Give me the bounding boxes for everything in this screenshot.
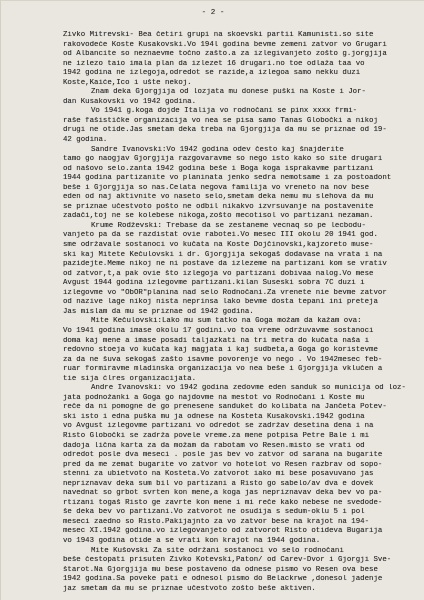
text-line: Krume Rodževski: Trebase da se zestaneme vecnaq so pe lecbodu-	[91, 221, 366, 230]
text-line: navednat so grbot svrten kon mene,a koga jas nepriznavav deka bev vo pa-	[63, 489, 383, 498]
paragraph	[63, 384, 415, 546]
text-line: vanjeto pa da se razdistat ovie rabotei.Vo mesec III okolu 20 1941 god.	[63, 231, 378, 240]
paragraph	[63, 31, 415, 88]
text-line: Jas mislam da mu se priznae od 1942 godina.	[63, 307, 254, 316]
text-line: Vo 1941 godina imase okolu 17 godini.vo toa vreme održuvavme sostanoci	[63, 326, 374, 335]
text-line: Znam deka Gjorgjija od lozjata mu donese puški na Koste i Jor-	[91, 88, 366, 97]
text-line: vo Avgust izlegovme partizani vo odredot se zadržav desetina dena i na	[63, 422, 374, 431]
text-line: jaz smetam da mu se priznae učestvoto zošto beše aktiven.	[63, 584, 316, 593]
paragraph	[63, 317, 415, 384]
text-line: ruar formiravme mladinska organizacija vo nea beše i Gjorgjija vklučen a	[63, 365, 383, 374]
paragraph	[63, 547, 415, 595]
text-line: ne izlezo taio imala plan da izlezet 16 drugari.no toe odlaža taa vo	[63, 59, 365, 68]
text-line: Vo 1941 g.koga dojde Italija vo rodnočani se pinx xxxx frmi-	[91, 107, 358, 116]
text-line: Živko Mitrevski- Bea četiri grupi na skoevski partii Kamunisti.so site	[63, 31, 374, 39]
text-line: ski isto i edna puška mu ja odnese na Kosteta Kusakovski.1942 godina	[63, 412, 365, 421]
text-line: rtizani togaš Risto ge zavrte kon mene i mi reče kako nebese ne svedode-	[63, 498, 383, 507]
text-line: pazidejte.Meme nikoj ne ni postave da izlezeme na partizani kom se vrativ	[63, 260, 387, 269]
paragraph	[63, 88, 415, 107]
text-line: doma kaj mene a imase posadi taljazkati na tri metra do kučata naša i	[63, 336, 370, 345]
text-line: ski kaj Mitete Kečulovski i dr. Gjorgjija sekogaš dodavase na vrata i na	[63, 250, 383, 259]
text-line: jata podnožanki a Goga go najdovme na mestot vo Rodnočani i Koste mu	[63, 393, 365, 402]
text-line: se priznae učestvoto pošto ne odbil nikakvo izvrsuvanje na postavenite	[63, 202, 374, 211]
text-line: vo 1943 godina otide a se vrati kon krajot na 1944 godina.	[63, 536, 321, 545]
text-line: od nazive lage nikoj nista neprinsa lako bevme dosta tepani ini preteja	[63, 298, 378, 307]
text-line: sme održavale sostanoci vo kučata na Koste Dojčinovski,kajzoreto muse-	[63, 241, 374, 250]
text-line: 1942 godina ne izlegoja,odredot se razide,a izlegoa samo nekku duzi	[63, 69, 361, 78]
text-line: 1942 godina.Sa poveke pati e odnesol pismo do Belackrwe ,donesol jadenje	[63, 575, 383, 584]
paragraph	[63, 107, 415, 145]
text-line: meseci zaedno so Risto.Pakijajnto za vo zatvor bese na krajot na 194-	[63, 517, 370, 526]
text-line: štarot.Na Gjorgjija mu bese postaveno da odnese pismo vo Resen ova bese	[63, 565, 378, 574]
text-line: Koste,Kaiće,Ico i ušte nekoj.	[63, 78, 192, 87]
paragraph	[63, 222, 415, 317]
text-line: rakovodeće Koste Kusakovski.Vo 194l godina bevme zemeni zatvor vo Grugari	[63, 40, 387, 49]
paragraph	[63, 146, 415, 222]
text-line: Risto Globočki se zadrža povele vreme.za mene potpisa Petre Bale i mi	[63, 431, 370, 440]
text-line: Avgust 1944 godina izlegovme partizani.kilan Suseski sobra 7C duzi i	[63, 279, 365, 288]
text-line: 42 godina.	[63, 136, 108, 145]
document-body	[63, 31, 415, 594]
text-line: dan Kusakovski vo 1942 godina.	[63, 97, 197, 106]
text-line: od Albancite so neznaevme točno zašto.a za izlegivanjeto zošto g.jorgjija	[63, 50, 387, 59]
text-line: za da ne šuva sekogaš zašto isavme povorenje vo nego . Vo 1942mesec feb-	[63, 355, 383, 364]
text-line: od zatvor,t,a pak ovie što izlegoja vo partizani dobivaa nalog.Vo mese	[63, 269, 374, 278]
text-line: Mite Kušovski Za site održani sostanoci vo selo rodnočani	[91, 546, 344, 555]
text-line: Mite Kečulovski:Lako mu sum tatko na Goga možam da kažam ova:	[91, 317, 362, 326]
text-line: eden od naj aktivnite vo naseto selo,smetam deka nemu mu slehova da mu	[63, 193, 374, 202]
text-line: izlegovme vo "ObOR"planina nad selo Rodnočani.Za vrenete nie bevme zatvor	[63, 288, 387, 297]
page-number: - 2 -	[201, 9, 225, 17]
text-line: mesec XI.1942 godina.vo izlegovanjeto od zatvorot Risto otideva Bugarija	[63, 527, 383, 536]
text-line: nepriznavav deka sum bil vo partizani a Risto go sabelo/av dva e dovek	[63, 479, 374, 488]
text-line: Sandre Ivanovski:Vo 1942 godina odev često kaj šnajderite	[91, 145, 344, 154]
text-line: pred da me zemat bugarite vo zatvor vo hotelot vo Resen razbrav od sopo-	[63, 460, 383, 469]
text-line: reče da ni pomogne de go prenesene sanduket do kolibata na Jančeta Potev-	[63, 403, 387, 412]
text-line: odredot posle dva meseci . posle jas bev vo zatvor od sarana na bugarite	[63, 451, 383, 460]
text-line: raše fašističke organizacija vo nea se pisa samo Tanas Globočki a nikoj	[63, 116, 378, 125]
text-line: še deka bev vo partizani.Vo zatvorot ne osudija s sedum-oklu 5 i pol	[63, 508, 365, 517]
text-line: drugi ne otide.Jas smetam deka treba na Gjorgjija da mu se priznae od 19-	[63, 126, 387, 135]
text-line: zadači,toj ne se kolebese nikoga,zošto mecotisol vo partizani nezaman.	[63, 212, 374, 221]
text-line: tie sija ćlres organizacijata.	[63, 374, 197, 383]
text-line: stenni za ubietvoto na Kosteta.Vo zatvorot iako mi bese posavuvano jas	[63, 470, 374, 479]
text-line: 1944 godina partizanite vo planinata jenko sedra nemotsame i za postoadont	[63, 174, 392, 183]
text-line: dadoja lična karta za da možam da rabotam vo Resen.misto se vrati od	[63, 441, 365, 450]
text-line: beše i Gjorgjija so nas.Celata negova familija vo vreneto na nov bese	[63, 183, 370, 192]
text-line: redovno stoeja vo kučata kaj magjata i kaj sudbeta,a Goga go koristevme	[63, 346, 378, 355]
text-line: od našovo selo.zanta 1942 godina beše i Boga koga isprakavme partizani	[63, 164, 374, 173]
text-line: Andre Ivanovski: vo 1942 godina zedovme eden sanduk so municija od loz-	[91, 384, 406, 393]
text-line: beše čestopati prisuten Živko Kotevski,Paton/ od Carev-Dvor i Gjorgji Sve-	[63, 556, 392, 565]
text-line: tamo go naogjav Gjorgjija razgovaravme so nego isto kako so site drugari	[63, 155, 383, 164]
